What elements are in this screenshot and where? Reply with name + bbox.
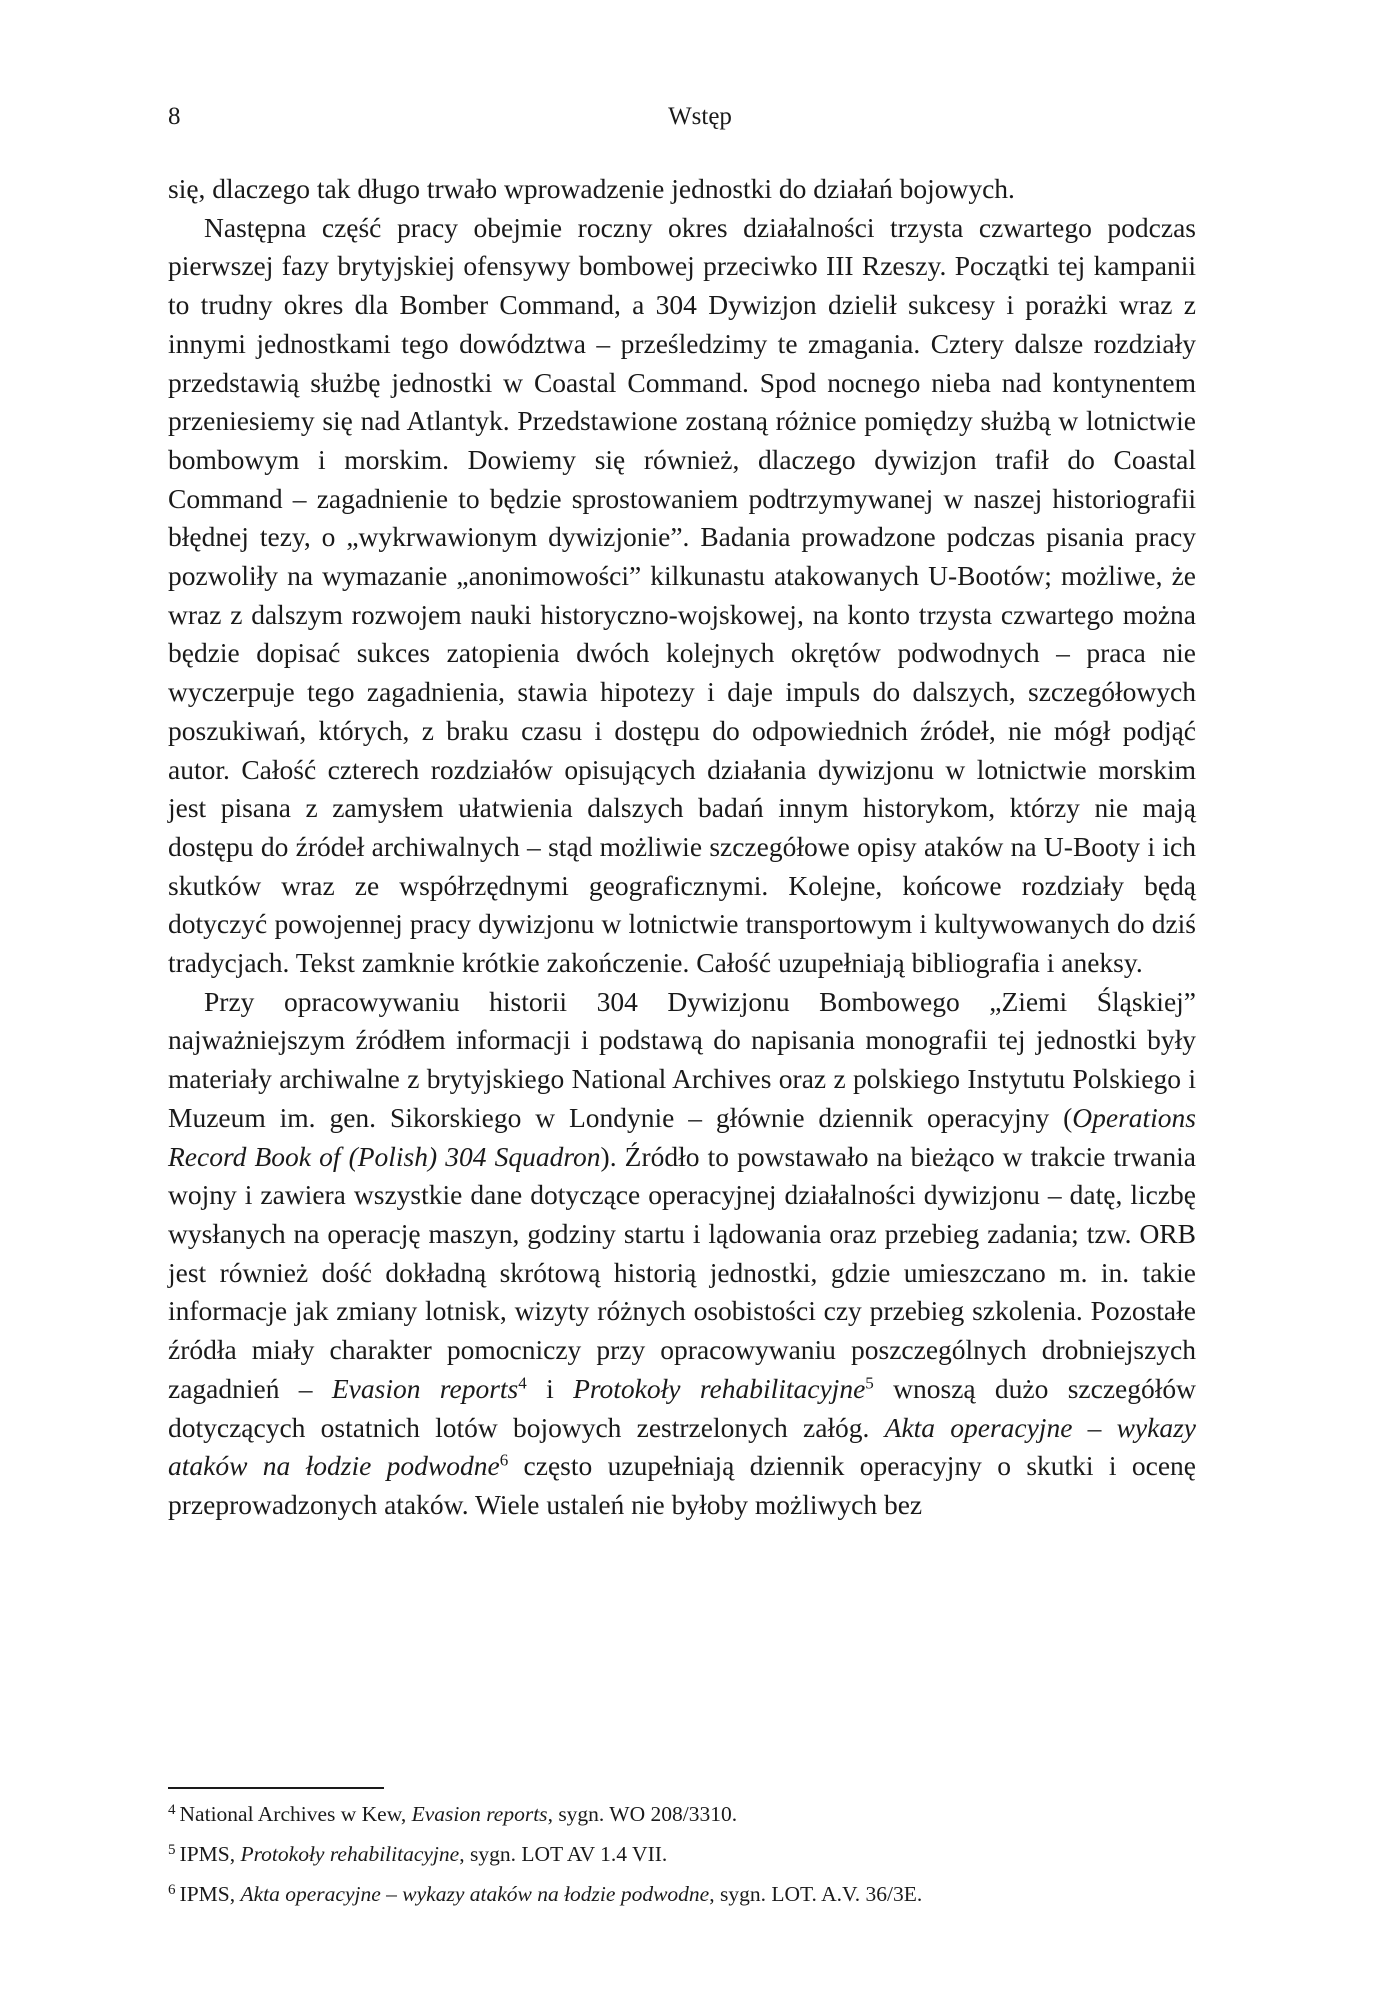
paragraph-sources <box>168 983 1196 1525</box>
footnote-title: Protokoły rehabilitacyjne <box>240 1842 460 1866</box>
footnote-text: IPMS, <box>179 1842 241 1866</box>
footnote-ref-5[interactable]: 5 <box>865 1373 874 1393</box>
main-text <box>168 170 1196 1525</box>
footnote-title: Akta operacyjne – wykazy ataków na łodzie podwodne <box>240 1882 710 1906</box>
footnote-title: Evasion reports <box>411 1802 548 1826</box>
footnote-5 <box>168 1841 1196 1867</box>
text-span: Przy opracowywaniu historii 304 Dywizjonu Bombowego „Ziemi Śląskiej” najważniejszym źródłem informacji i podstawą do napisania monografii tej jednostki były materiały archiwalne z brytyjskiego National Archives oraz z polskiego Instytutu Polskiego i Muzeum im. gen. Sikorskiego w Londynie – głównie dziennik operacyjny ( <box>168 985 1196 1133</box>
text-span: i <box>526 1372 574 1404</box>
italic-title-akta: Akta operacyjne – wykazy ataków na łodzie podwodne <box>168 1411 1196 1482</box>
footnote-text: IPMS, <box>179 1882 241 1906</box>
paragraph-structure: Następna część pracy obejmie roczny okres działalności trzysta czwartego podczas pierwszej fazy brytyjskiej ofensywy bombowej przeciwko III Rzeszy. Początki tej kampanii to trudny okres dla Bomber Command, a 304 Dywizjon dzielił sukcesy i porażki wraz z innymi jednostkami tego dowództwa – prześledzimy te zmagania. Cztery dalsze rozdziały przedstawią służbę jednostki w Coastal Command. Spod nocnego nieba nad kontynentem przeniesiemy się nad Atlantyk. Przedstawione zostaną różnice pomiędzy służbą w lotnictwie bombowym i morskim. Dowiemy się również, dlaczego dywizjon trafił do Coastal Command – zagadnienie to będzie sprostowaniem podtrzymywanej w naszej historiografii błędnej tezy, o „wykrwawionym dywizjonie”. Badania prowadzone podczas pisania pracy pozwoliły na wymazanie „anonimowości” kilkunastu atakowanych U-Bootów; możliwe, że wraz z dalszym rozwojem nauki historyczno-wojskowej, na konto trzysta czwartego można będzie dopisać sukces zatopienia dwóch kolejnych okrętów podwodnych – praca nie wyczerpuje tego zagadnienia, stawia hipotezy i daje impuls do dalszych, szczegółowych poszukiwań, których, z braku czasu i dostępu do odpowiednich źródeł, nie mógł podjąć autor. Całość czterech rozdziałów opisujących działania dywizjonu w lotnictwie morskim jest pisana z zamysłem ułatwienia dalszych badań innym historykom, którzy nie mają dostępu do źródeł archiwalnych – stąd możliwie szczegółowe opisy ataków na U-Booty i ich skutków wraz ze współrzędnymi geograficznymi. Kolejne, końcowe rozdziały będą dotyczyć powojennej pracy dywizjonu w lotnictwie transportowym i kultywowanych do dziś tradycjach. Tekst zamknie krótkie zakończenie. Całość uzupełniają bibliografia i aneksy. <box>168 211 1196 979</box>
footnotes <box>168 1801 1196 1921</box>
italic-title-orb: Operations Record Book of (Polish) 304 Squadron <box>168 1101 1196 1172</box>
footnote-ref-4[interactable]: 4 <box>518 1373 527 1393</box>
footnote-text: National Archives w Kew, <box>179 1802 412 1826</box>
text-span: ). Źródło to powstawało na bieżąco w trakcie trwania wojny i zawiera wszystkie dane dotyczące operacyjnej działalności dywizjonu – datę, liczbę wysłanych na operację maszyn, godziny startu i lądowania oraz przebieg zadania; tzw. ORB jest również dość dokładną skrótową historią jednostki, gdzie umieszczano m. in. takie informacje jak zmiany lotnisk, wizyty różnych osobistości czy przebieg szkolenia. Pozostałe źródła miały charakter pomocniczy przy opracowywaniu poszczególnych drobniejszych zagadnień – <box>168 1140 1196 1404</box>
footnote-4 <box>168 1801 1196 1827</box>
running-head: Wstęp <box>668 103 732 130</box>
footnote-separator <box>168 1787 384 1789</box>
italic-title-evasion: Evasion reports <box>331 1372 519 1404</box>
text-span: często uzupełniają dziennik operacyjny o skutki i ocenę przeprowadzonych ataków. Wiele ustaleń nie byłoby możliwych bez <box>168 1450 1196 1520</box>
page-number: 8 <box>168 103 181 130</box>
paragraph-continuation: się, dlaczego tak długo trwało wprowadzenie jednostki do działań bojowych. <box>168 173 1015 204</box>
text-span: wnoszą dużo szczegółów dotyczących ostatnich lotów bojowych zestrzelonych załóg. <box>168 1372 1196 1443</box>
footnote-6 <box>168 1881 1196 1907</box>
footnote-number: 4 <box>168 1802 176 1819</box>
footnote-number: 5 <box>168 1842 176 1859</box>
footnote-text: , sygn. WO 208/3310. <box>547 1802 738 1826</box>
footnote-text: , sygn. LOT. A.V. 36/3E. <box>709 1882 923 1906</box>
footnote-ref-6[interactable]: 6 <box>499 1450 509 1470</box>
footnote-number: 6 <box>168 1882 176 1899</box>
italic-title-protokoly: Protokoły rehabilitacyjne <box>573 1372 866 1404</box>
footnote-text: , sygn. LOT AV 1.4 VII. <box>459 1842 668 1866</box>
